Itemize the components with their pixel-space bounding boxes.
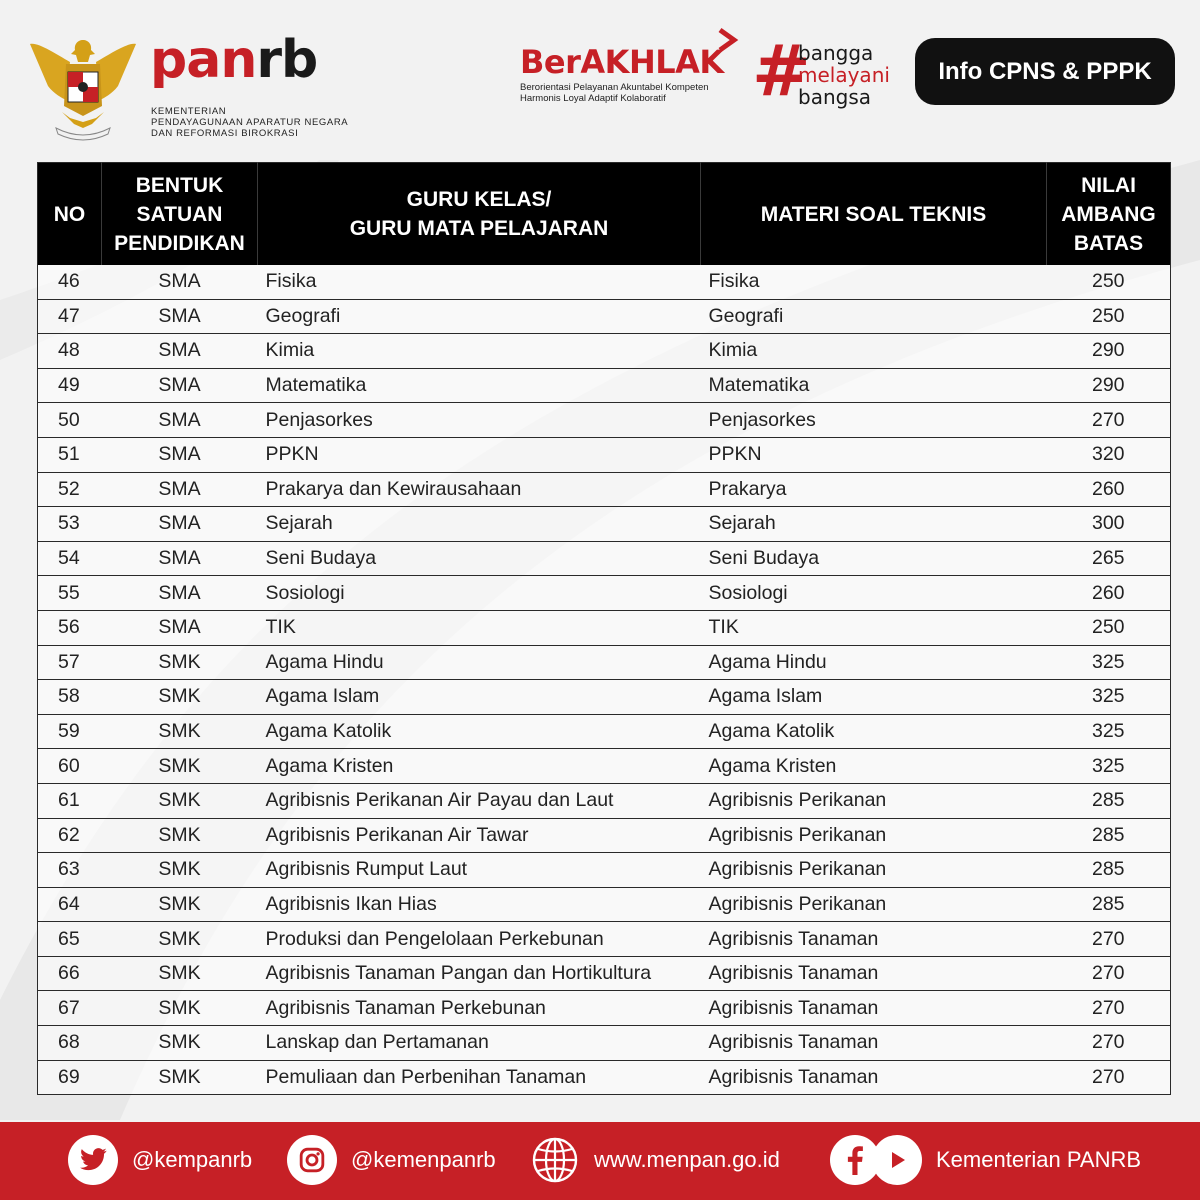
cell-technical-material: Prakarya (701, 472, 1047, 507)
table-row (38, 956, 1171, 991)
cell-technical-material: Agama Kristen (701, 749, 1047, 784)
table-row (38, 610, 1171, 645)
cell-teacher-position: Agribisnis Ikan Hias (258, 887, 701, 922)
instagram-icon (287, 1135, 337, 1185)
cell-no: 65 (38, 922, 102, 957)
cell-teacher-position: Produksi dan Pengelolaan Perkebunan (258, 922, 701, 957)
brand-rb: rb (256, 30, 318, 90)
cell-no: 60 (38, 749, 102, 784)
cell-threshold: 250 (1047, 610, 1171, 645)
panrb-logo (150, 30, 317, 90)
bangga-line: melayani (798, 63, 890, 87)
cell-technical-material: Matematika (701, 368, 1047, 403)
page-header (0, 0, 1200, 160)
cell-education-unit: SMK (102, 1060, 258, 1095)
table-row (38, 299, 1171, 334)
cell-teacher-position: Sejarah (258, 507, 701, 542)
cell-education-unit: SMK (102, 956, 258, 991)
cell-no: 64 (38, 887, 102, 922)
cell-education-unit: SMA (102, 610, 258, 645)
globe-icon (530, 1135, 580, 1185)
footer-social-pages[interactable] (830, 1134, 1141, 1186)
cell-no: 59 (38, 714, 102, 749)
cell-technical-material: Geografi (701, 299, 1047, 334)
threshold-table-container (37, 162, 1170, 1095)
cell-technical-material: Seni Budaya (701, 541, 1047, 576)
cell-no: 52 (38, 472, 102, 507)
ministry-name (151, 106, 348, 139)
cell-technical-material: Penjasorkes (701, 403, 1047, 438)
cell-threshold: 290 (1047, 368, 1171, 403)
cell-threshold: 265 (1047, 541, 1171, 576)
cell-teacher-position: Seni Budaya (258, 541, 701, 576)
ministry-line: PENDAYAGUNAAN APARATUR NEGARA (151, 117, 349, 128)
cell-education-unit: SMK (102, 749, 258, 784)
cell-no: 68 (38, 1026, 102, 1061)
cell-no: 54 (38, 541, 102, 576)
cell-no: 51 (38, 437, 102, 472)
footer-website-url: www.menpan.go.id (594, 1147, 780, 1172)
header-teacher-position: GURU KELAS/ GURU MATA PELAJARAN (258, 163, 701, 266)
cell-education-unit: SMA (102, 265, 258, 299)
footer-instagram-handle: @kemenpanrb (351, 1147, 496, 1172)
cell-threshold: 285 (1047, 783, 1171, 818)
cell-teacher-position: Geografi (258, 299, 701, 334)
cell-education-unit: SMK (102, 714, 258, 749)
cell-technical-material: Fisika (701, 265, 1047, 299)
header-technical-material: MATERI SOAL TEKNIS (701, 163, 1047, 266)
cell-technical-material: Agribisnis Tanaman (701, 956, 1047, 991)
cell-technical-material: TIK (701, 610, 1047, 645)
footer-twitter-handle: @kempanrb (132, 1147, 253, 1172)
table-row (38, 783, 1171, 818)
cell-no: 50 (38, 403, 102, 438)
cell-threshold: 285 (1047, 887, 1171, 922)
cell-teacher-position: Lanskap dan Pertamanan (258, 1026, 701, 1061)
footer-bar (0, 1122, 1200, 1200)
cell-threshold: 260 (1047, 576, 1171, 611)
header-no: NO (38, 163, 102, 266)
cell-no: 48 (38, 334, 102, 369)
cell-threshold: 270 (1047, 1060, 1171, 1095)
table-row (38, 922, 1171, 957)
table-row (38, 403, 1171, 438)
ministry-line: KEMENTERIAN (151, 106, 227, 117)
cell-threshold: 270 (1047, 922, 1171, 957)
bangga-line: bangga (798, 41, 874, 65)
cell-education-unit: SMA (102, 334, 258, 369)
chevron-icon (714, 26, 742, 54)
bangga-line: bangsa (798, 85, 871, 109)
cell-education-unit: SMK (102, 645, 258, 680)
cell-technical-material: Agribisnis Perikanan (701, 887, 1047, 922)
brand-pan: pan (150, 30, 257, 90)
cell-no: 69 (38, 1060, 102, 1095)
info-cpns-pppk-badge: Info CPNS & PPPK (915, 38, 1175, 105)
table-row (38, 472, 1171, 507)
cell-education-unit: SMK (102, 853, 258, 888)
berakhlak-title: BerAKHLAK (520, 43, 724, 81)
cell-threshold: 325 (1047, 714, 1171, 749)
table-row (38, 645, 1171, 680)
cell-education-unit: SMA (102, 507, 258, 542)
table-row (38, 334, 1171, 369)
cell-education-unit: SMK (102, 991, 258, 1026)
cell-threshold: 325 (1047, 749, 1171, 784)
ministry-line: DAN REFORMASI BIROKRASI (151, 128, 299, 139)
cell-no: 46 (38, 265, 102, 299)
youtube-icon (872, 1135, 922, 1185)
table-row (38, 437, 1171, 472)
twitter-icon (68, 1135, 118, 1185)
cell-technical-material: Agama Katolik (701, 714, 1047, 749)
cell-education-unit: SMA (102, 472, 258, 507)
table-row (38, 680, 1171, 715)
cell-no: 53 (38, 507, 102, 542)
hashtag: # (752, 30, 811, 112)
cell-no: 58 (38, 680, 102, 715)
cell-education-unit: SMK (102, 818, 258, 853)
cell-teacher-position: Pemuliaan dan Perbenihan Tanaman (258, 1060, 701, 1095)
table-row (38, 265, 1171, 299)
cell-no: 55 (38, 576, 102, 611)
cell-education-unit: SMK (102, 783, 258, 818)
cell-teacher-position: Agribisnis Rumput Laut (258, 853, 701, 888)
cell-no: 66 (38, 956, 102, 991)
cell-education-unit: SMK (102, 680, 258, 715)
garuda-emblem-icon (26, 32, 140, 144)
cell-no: 63 (38, 853, 102, 888)
footer-twitter[interactable] (68, 1134, 252, 1186)
cell-education-unit: SMK (102, 1026, 258, 1061)
table-body (38, 265, 1171, 1095)
cell-teacher-position: PPKN (258, 437, 701, 472)
table-row (38, 714, 1171, 749)
cell-threshold: 270 (1047, 403, 1171, 438)
cell-threshold: 250 (1047, 299, 1171, 334)
footer-social-name: Kementerian PANRB (936, 1147, 1142, 1172)
cell-education-unit: SMA (102, 576, 258, 611)
cell-technical-material: Agribisnis Perikanan (701, 853, 1047, 888)
cell-no: 56 (38, 610, 102, 645)
table-row (38, 507, 1171, 542)
cell-threshold: 285 (1047, 853, 1171, 888)
cell-no: 61 (38, 783, 102, 818)
cell-threshold: 290 (1047, 334, 1171, 369)
cell-education-unit: SMA (102, 403, 258, 438)
cell-technical-material: Agribisnis Tanaman (701, 1026, 1047, 1061)
cell-teacher-position: Agribisnis Perikanan Air Tawar (258, 818, 701, 853)
table-row (38, 887, 1171, 922)
cell-technical-material: PPKN (701, 437, 1047, 472)
cell-education-unit: SMA (102, 437, 258, 472)
cell-technical-material: Agribisnis Perikanan (701, 783, 1047, 818)
cell-teacher-position: Prakarya dan Kewirausahaan (258, 472, 701, 507)
table-row (38, 1060, 1171, 1095)
cell-threshold: 270 (1047, 1026, 1171, 1061)
header-education-unit: BENTUK SATUAN PENDIDIKAN (102, 163, 258, 266)
cell-threshold: 325 (1047, 645, 1171, 680)
berakhlak-subtitle-1: Berorientasi Pelayanan Akuntabel Kompeten (520, 82, 709, 93)
footer-website[interactable] (530, 1134, 780, 1186)
cell-threshold: 270 (1047, 956, 1171, 991)
cell-technical-material: Agama Islam (701, 680, 1047, 715)
cell-education-unit: SMA (102, 368, 258, 403)
cell-no: 62 (38, 818, 102, 853)
cell-no: 49 (38, 368, 102, 403)
cell-education-unit: SMA (102, 541, 258, 576)
cell-threshold: 325 (1047, 680, 1171, 715)
table-row (38, 749, 1171, 784)
cell-education-unit: SMA (102, 299, 258, 334)
cell-threshold: 260 (1047, 472, 1171, 507)
bangga-melayani-bangsa-logo (752, 30, 902, 112)
berakhlak-subtitle-2: Harmonis Loyal Adaptif Kolaboratif (520, 93, 666, 104)
cell-no: 57 (38, 645, 102, 680)
cell-teacher-position: Agribisnis Tanaman Pangan dan Hortikultura (258, 956, 701, 991)
cell-teacher-position: Sosiologi (258, 576, 701, 611)
cell-education-unit: SMK (102, 922, 258, 957)
cell-threshold: 285 (1047, 818, 1171, 853)
cell-teacher-position: Agribisnis Tanaman Perkebunan (258, 991, 701, 1026)
cell-technical-material: Agama Hindu (701, 645, 1047, 680)
cell-technical-material: Agribisnis Perikanan (701, 818, 1047, 853)
cell-threshold: 250 (1047, 265, 1171, 299)
table-row (38, 991, 1171, 1026)
cell-teacher-position: Agama Katolik (258, 714, 701, 749)
table-row (38, 853, 1171, 888)
cell-technical-material: Agribisnis Tanaman (701, 991, 1047, 1026)
cell-teacher-position: Penjasorkes (258, 403, 701, 438)
cell-technical-material: Kimia (701, 334, 1047, 369)
header-threshold: NILAI AMBANG BATAS (1047, 163, 1171, 266)
threshold-table (37, 162, 1171, 1095)
table-row (38, 541, 1171, 576)
footer-instagram[interactable] (287, 1134, 496, 1186)
cell-no: 47 (38, 299, 102, 334)
table-row (38, 576, 1171, 611)
cell-teacher-position: Agama Kristen (258, 749, 701, 784)
cell-teacher-position: Agribisnis Perikanan Air Payau dan Laut (258, 783, 701, 818)
cell-teacher-position: Fisika (258, 265, 701, 299)
cell-threshold: 270 (1047, 991, 1171, 1026)
cell-no: 67 (38, 991, 102, 1026)
cell-teacher-position: Kimia (258, 334, 701, 369)
cell-technical-material: Sejarah (701, 507, 1047, 542)
table-row (38, 1026, 1171, 1061)
table-row (38, 818, 1171, 853)
cell-threshold: 320 (1047, 437, 1171, 472)
cell-teacher-position: Matematika (258, 368, 701, 403)
cell-threshold: 300 (1047, 507, 1171, 542)
cell-teacher-position: Agama Hindu (258, 645, 701, 680)
cell-technical-material: Agribisnis Tanaman (701, 922, 1047, 957)
table-row (38, 368, 1171, 403)
cell-teacher-position: Agama Islam (258, 680, 701, 715)
cell-technical-material: Agribisnis Tanaman (701, 1060, 1047, 1095)
table-header-row (38, 163, 1171, 266)
cell-technical-material: Sosiologi (701, 576, 1047, 611)
berakhlak-logo (520, 42, 740, 112)
cell-education-unit: SMK (102, 887, 258, 922)
cell-teacher-position: TIK (258, 610, 701, 645)
